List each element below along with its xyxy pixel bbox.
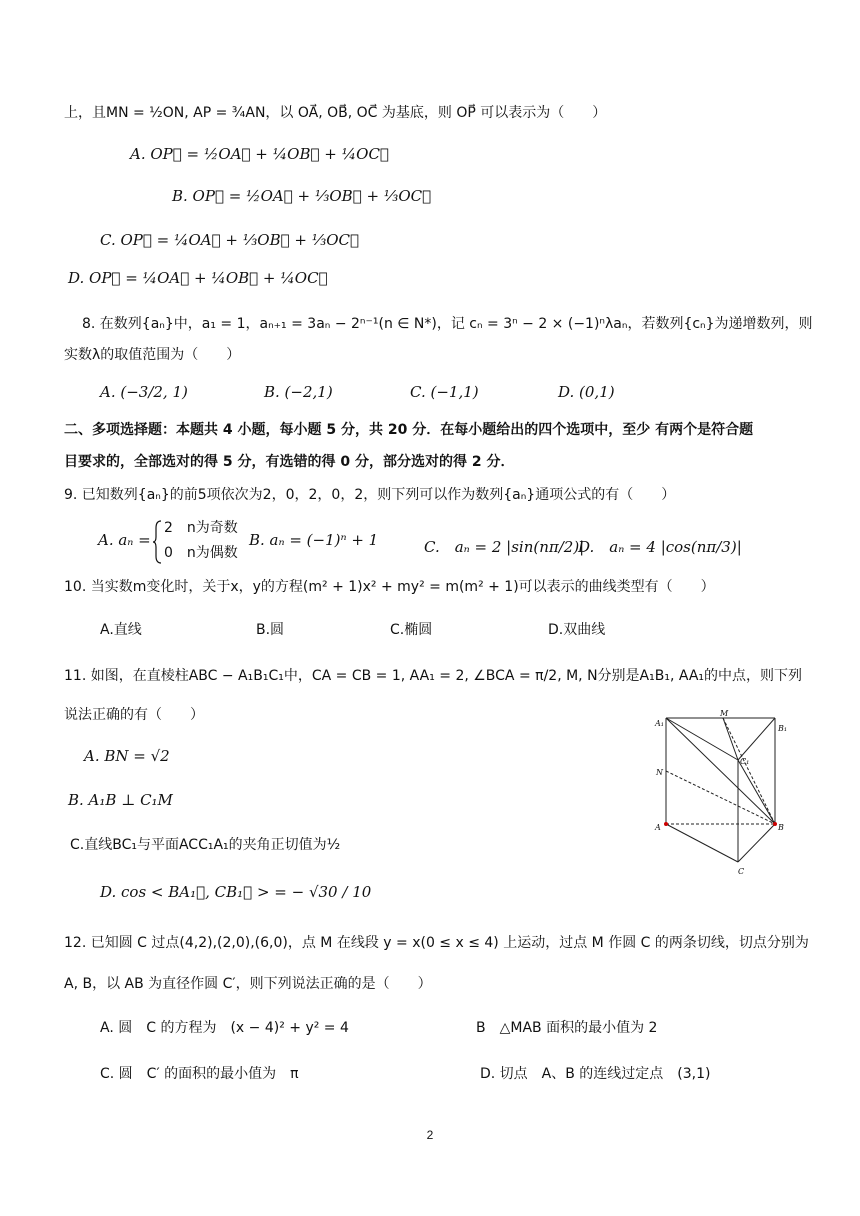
q9-stem: 9. 已知数列{aₙ}的前5项依次为2，0，2，0，2，则下列可以作为数列{aₙ}通项公式的有（ ） [64,487,676,503]
edge-c-b [738,824,775,862]
label-c1: C₁ [740,757,750,766]
q7-option-d: D. OP⃗ = ¼OA⃗ + ¼OB⃗ + ¼OC⃗ [68,269,328,287]
section2-heading-line2: 目要求的，全部选对的得 5 分，有选错的得 0 分，部分选对的得 2 分． [64,454,515,470]
q12-option-d: D. 切点 A、B 的连线过定点 (3,1) [480,1066,711,1082]
q12-option-a: A. 圆 C 的方程为 (x − 4)² + y² = 4 [100,1020,349,1036]
q10-option-b: B.圆 [256,622,285,638]
q11-stem-line1: 11. 如图，在直棱柱ABC − A₁B₁C₁中，CA = CB = 1, AA₁ = 2, ∠BCA = π/2, M, N分别是A₁B₁, AA₁的中点，则下列 [64,668,803,684]
q9-option-d: D. aₙ = 4 |cos(nπ/3)| [578,538,742,556]
q10-option-c: C.椭圆 [390,622,433,638]
label-a1: A₁ [655,719,664,728]
point-a [664,822,668,826]
label-c: C [738,867,745,876]
q12-option-b: B △MAB 面积的最小值为 2 [476,1020,658,1036]
q11-option-c: C.直线BC₁与平面ACC₁A₁的夹角正切值为½ [70,837,341,853]
q8-option-d: D. (0,1) [558,383,615,401]
segment-a1-b [666,718,775,824]
label-b: B [778,823,784,832]
edge-a-c [666,824,738,862]
edge-c1-b1 [738,718,775,760]
segment-m-c1 [723,718,738,760]
label-n: N [656,768,663,777]
q12-stem-line1: 12. 已知圆 C 过点(4,2),(2,0),(6,0)，点 M 在线段 y = x(0 ≤ x ≤ 4) 上运动，过点 M 作圆 C 的两条切线，切点分别为 [64,935,809,951]
q9-option-a-case2: 0 n为偶数 [164,545,238,561]
q8-stem-line2: 实数λ的取值范围为（ ） [64,347,241,363]
q9-option-b: B. aₙ = (−1)ⁿ + 1 [249,531,379,549]
q11-option-a: A. BN = √2 [84,747,170,765]
label-b1: B₁ [778,724,788,733]
q10-stem: 10. 当实数m变化时，关于x，y的方程(m² + 1)x² + my² = m(m² + 1)可以表示的曲线类型有（ ） [64,579,715,595]
segment-c1-b [738,760,775,824]
q11-option-d: D. cos < BA₁⃗, CB₁⃗ > = − √30 / 10 [100,883,372,901]
q9-option-a-brace [152,520,162,564]
q8-option-a: A. (−3/2, 1) [100,383,188,401]
q10-option-d: D.双曲线 [548,622,606,638]
q12-stem-line2: A, B，以 AB 为直径作圆 C′，则下列说法正确的是（ ） [64,976,432,992]
q7-stem-tail: 上，且MN = ½ON, AP = ¾AN，以 OA⃗, OB⃗, OC⃗ 为基底，则 OP⃗ 可以表示为（ ） [64,105,607,121]
q8-option-c: C. (−1,1) [410,383,479,401]
q11-option-b: B. A₁B ⊥ C₁M [68,791,173,809]
q9-option-a-case1: 2 n为奇数 [164,520,238,536]
label-m: M [720,709,729,718]
prism-figure [648,708,798,878]
q11-stem-line2: 说法正确的有（ ） [64,707,204,723]
q9-option-c: C. aₙ = 2 |sin(nπ/2)| [424,538,585,556]
q12-option-c: C. 圆 C′ 的面积的最小值为 π [100,1066,299,1082]
q8-option-b: B. (−2,1) [264,383,333,401]
segment-n-b-hidden [666,771,775,824]
page-number: 2 [426,1128,434,1142]
q8-stem-line1: 8. 在数列{aₙ}中，a₁ = 1，aₙ₊₁ = 3aₙ − 2ⁿ⁻¹(n ∈ N*)，记 cₙ = 3ⁿ − 2 × (−1)ⁿλaₙ，若数列{cₙ}为递增数列，则 [82,316,813,332]
q10-option-a: A.直线 [100,622,142,638]
q7-option-a: A. OP⃗ = ½OA⃗ + ¼OB⃗ + ¼OC⃗ [130,145,389,163]
label-a: A [655,823,661,832]
segment-m-b-hidden [723,718,775,824]
section2-heading-line1: 二、多项选择题：本题共 4 小题，每小题 5 分，共 20 分．在每小题给出的四个选项中，至少 有两个是符合题 [64,422,754,438]
q7-option-b: B. OP⃗ = ½OA⃗ + ⅓OB⃗ + ⅓OC⃗ [172,187,432,205]
point-b [773,822,777,826]
q9-option-a-label: A. aₙ = [98,531,151,549]
q7-option-c: C. OP⃗ = ¼OA⃗ + ⅓OB⃗ + ⅓OC⃗ [100,231,360,249]
